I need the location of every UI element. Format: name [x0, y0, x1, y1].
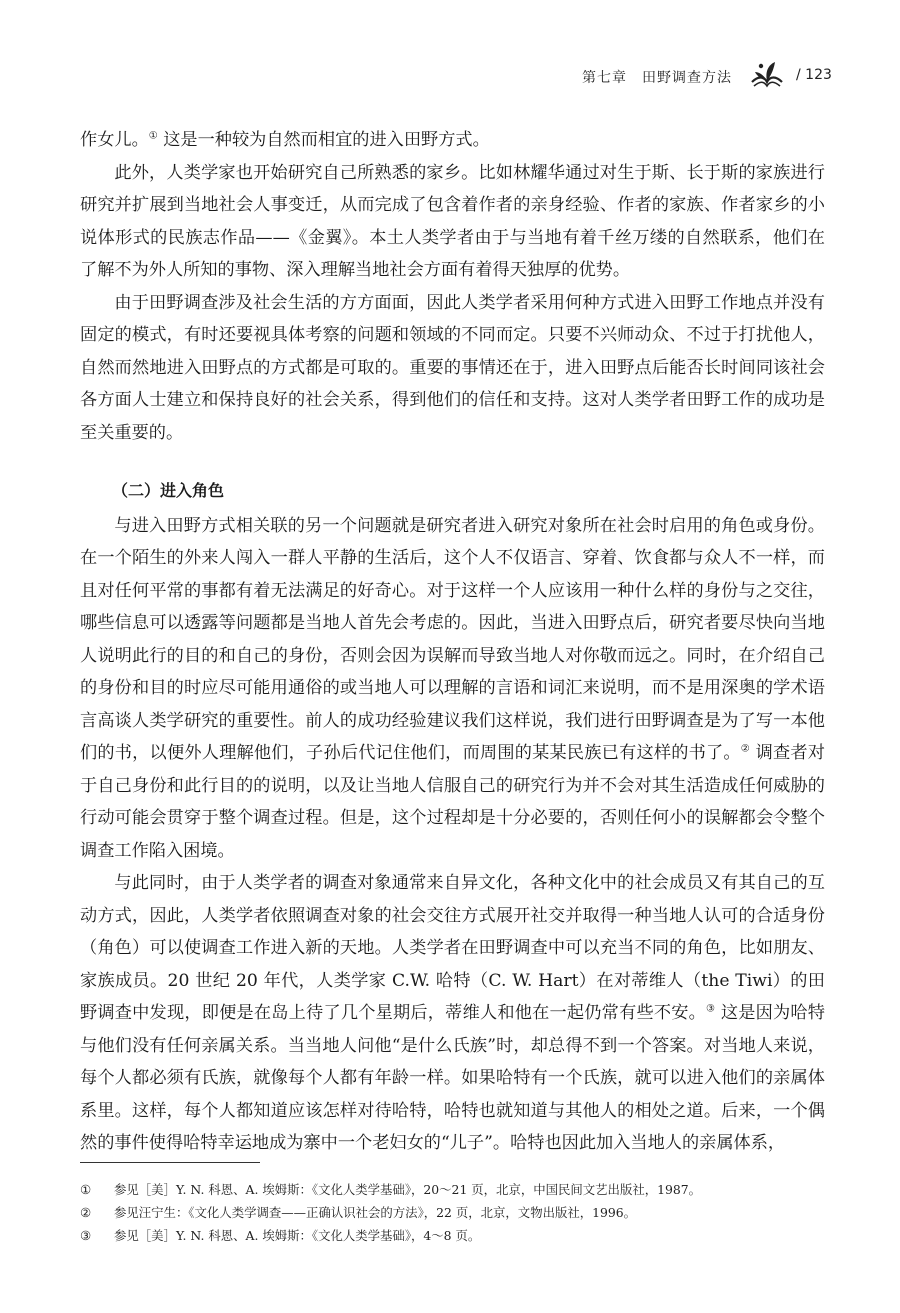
paragraph-2: 此外，人类学家也开始研究自己所熟悉的家乡。比如林耀华通过对生于斯、长于斯的家族进行研究并扩展到当地社会人事变迁，从而完成了包含着作者的亲身经验、作者的家族、作者家乡的小说体形式的民族志作品——《金翼》。本土人类学者由于与当地有着千丝万缕的自然联系，他们在了解不为外人所知的事物、深入理解当地社会方面有着得天独厚的优势。	[80, 162, 825, 280]
footnote-mark: ②	[80, 1205, 92, 1220]
main-text	[80, 124, 825, 1160]
paragraph-text: 与进入田野方式相关联的另一个问题就是研究者进入研究对象所在社会时启用的角色或身份。在一个陌生的外来人闯入一群人平静的生活后，这个人不仅语言、穿着、饮食都与众人不一样，而且对任何平常的事都有着无法满足的好奇心。对于这样一个人应该用一种什么样的身份与之交往，哪些信息可以透露等问题都是当地人首先会考虑的。因此，当进入田野点后，研究者要尽快向当地人说明此行的目的和自己的身份，否则会因为误解而导致当地人对你敬而远之。同时，在介绍自己的身份和目的时应尽可能用通俗的或当地人可以理解的言语和词汇来说明，而不是用深奥的学术语言高谈人类学研究的重要性。前人的成功经验建议我们这样说，我们进行田野调查是为了写一本他们的书，以便外人理解他们，子孙后代记住他们，而周围的某某民族已有这样的书了。	[80, 515, 825, 763]
footnote-1	[80, 1178, 840, 1201]
footnote-text: 参见［美］Y. N. 科恩、A. 埃姆斯：《文化人类学基础》，4～8 页。	[114, 1228, 481, 1243]
footnote-ref-3: ③	[706, 1003, 716, 1015]
footnotes	[80, 1178, 840, 1247]
paragraph-1	[80, 124, 825, 157]
footnote-ref-2: ②	[740, 743, 750, 755]
footnote-mark: ③	[80, 1228, 92, 1243]
paragraph-3: 由于田野调查涉及社会生活的方方面面，因此人类学者采用何种方式进入田野工作地点并没有固定的模式，有时还要视具体考察的问题和领域的不同而定。只要不兴师动众、不过于打扰他人，自然而然地进入田野点的方式都是可取的。重要的事情还在于，进入田野点后能否长时间同该社会各方面人士建立和保持良好的社会关系，得到他们的信任和支持。这对人类学者田野工作的成功是至关重要的。	[80, 292, 825, 443]
chapter-title: 第七章 田野调查方法	[582, 70, 732, 86]
footnote-ref-1: ①	[148, 130, 158, 142]
paragraph-4	[80, 510, 825, 868]
paragraph-text: 这是一种较为自然而相宜的进入田野方式。	[157, 130, 490, 150]
footnote-2	[80, 1201, 840, 1224]
book-logo-icon	[748, 58, 786, 92]
footnote-text: 参见汪宁生：《文化人类学调查——正确认识社会的方法》，22 页，北京，文物出版社，1996。	[114, 1205, 637, 1220]
footnote-3	[80, 1224, 840, 1247]
footnote-mark: ①	[80, 1182, 92, 1197]
paragraph-text: 调查者对于自己身份和此行目的的说明，以及让当地人信服自己的研究行为并不会对其生活造成任何威胁的行动可能会贯穿于整个调查过程。但是，这个过程却是十分必要的，否则任何小的误解都会令整个调查工作陷入困境。	[80, 743, 825, 861]
paragraph-5	[80, 867, 825, 1160]
paragraph-text: 作女儿。	[80, 130, 149, 150]
paragraph-text: 这是因为哈特与他们没有任何亲属关系。当当地人问他“是什么氏族”时，却总得不到一个答案。对当地人来说，每个人都必须有氏族，就像每个人都有年龄一样。如果哈特有一个氏族，就可以进入他们的亲属体系里。这样，每个人都知道应该怎样对待哈特，哈特也就知道与其他人的相处之道。后来，一个偶然的事件使得哈特幸运地成为寨中一个老妇女的“儿子”。哈特也因此加入当地人的亲属体系，	[80, 1003, 825, 1153]
paragraph-text: 与此同时，由于人类学者的调查对象通常来自异文化，各种文化中的社会成员又有其自己的互动方式，因此，人类学者依照调查对象的社会交往方式展开社交并取得一种当地人认可的合适身份（角色）可以使调查工作进入新的天地。人类学者在田野调查中可以充当不同的角色，比如朋友、家族成员。20 世纪 20 年代，人类学家 C.W. 哈特（C. W. Hart）在对蒂维人（the Tiwi）的田野调查中发现，即便是在岛上待了几个星期后，蒂维人和他在一起仍常有些不安。	[80, 873, 825, 1023]
page-number: / 123	[796, 67, 832, 83]
footnote-text: 参见［美］Y. N. 科恩、A. 埃姆斯：《文化人类学基础》，20～21 页，北京，中国民间文艺出版社，1987。	[114, 1182, 702, 1197]
section-heading: （二）进入角色	[112, 481, 225, 500]
running-header	[560, 58, 860, 94]
footnote-divider	[80, 1162, 260, 1163]
